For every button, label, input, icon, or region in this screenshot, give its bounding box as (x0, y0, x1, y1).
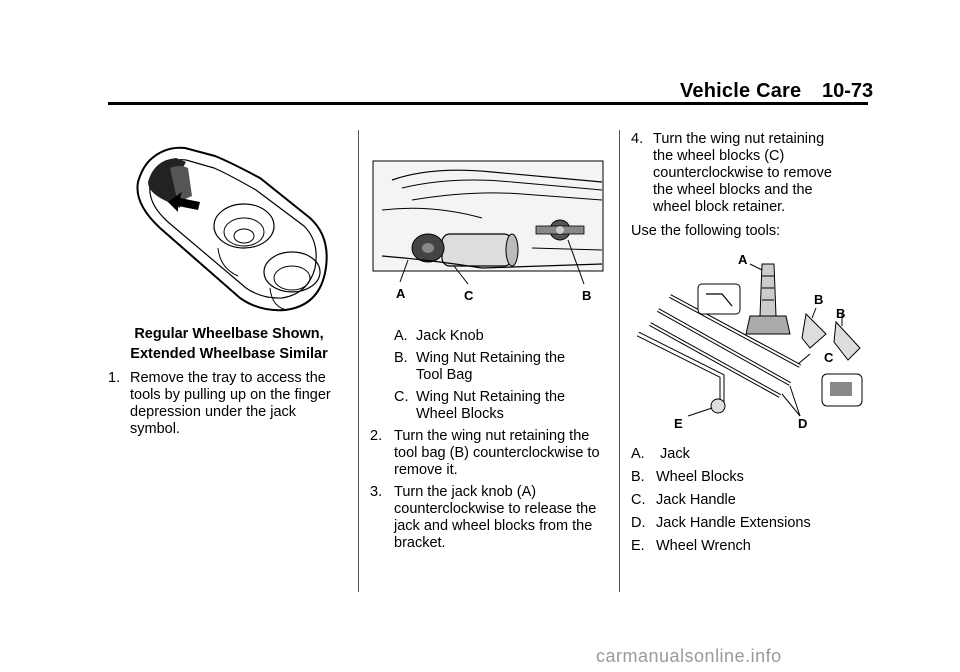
figure-label-c: C (464, 288, 474, 303)
legend-text: Wheel Wrench (656, 538, 751, 554)
legend-text: Jack Handle (656, 492, 736, 508)
legend-letter: A. (394, 328, 408, 344)
legend-letter: E. (631, 538, 645, 554)
page-number: 10-73 (822, 80, 874, 102)
step-text-line: counterclockwise to remove (653, 165, 832, 181)
step-text-line: tool bag (B) counterclockwise to (394, 445, 600, 461)
step-text-line: wheel block retainer. (653, 199, 786, 215)
step-text-line: the wheel blocks and the (653, 182, 813, 198)
tools-illustration (630, 256, 870, 436)
legend-text: Wing Nut Retaining the (416, 389, 566, 405)
legend-letter: B. (631, 469, 645, 485)
step-number: 1. (108, 370, 121, 386)
figure-label-a: A (396, 286, 406, 301)
figure-caption-line-2: Extended Wheelbase Similar (130, 346, 328, 362)
legend-text: Jack (660, 446, 690, 462)
legend-text: Wheel Blocks (416, 406, 504, 422)
legend-text: Jack Knob (416, 328, 484, 344)
legend-letter: A. (631, 446, 645, 462)
legend-letter: D. (631, 515, 646, 531)
legend-letter: C. (394, 389, 409, 405)
step-text-line: Turn the wing nut retaining (653, 131, 825, 147)
step-text-line: depression under the jack (130, 404, 297, 420)
figure-label-b: B (836, 306, 846, 321)
figure-label-a: A (738, 252, 748, 267)
legend-text: Jack Handle Extensions (656, 515, 811, 531)
step-text-line: the wheel blocks (C) (653, 148, 785, 164)
step-number: 2. (370, 428, 383, 444)
figure-label-b: B (814, 292, 824, 307)
step-text-line: Turn the jack knob (A) (394, 484, 537, 500)
figure-label-e: E (674, 416, 683, 431)
legend-letter: B. (394, 350, 408, 366)
tools-intro: Use the following tools: (631, 223, 781, 239)
column-divider-2 (619, 130, 620, 592)
wrench-socket-icon (711, 399, 725, 413)
watermark: carmanualsonline.info (596, 646, 782, 666)
step-text-line: Turn the wing nut retaining the (394, 428, 590, 444)
legend-letter: C. (631, 492, 646, 508)
step-text-line: symbol. (130, 421, 180, 437)
figure-label-d: D (798, 416, 808, 431)
step-number: 4. (631, 131, 644, 147)
figure-caption-line-1: Regular Wheelbase Shown, (134, 326, 324, 342)
column-divider-1 (358, 130, 359, 592)
step-text-line: jack and wheel blocks from the (394, 518, 593, 534)
section-title: Vehicle Care (680, 80, 802, 102)
jack-mount-illustration (372, 160, 604, 298)
step-text-line: remove it. (394, 462, 458, 478)
legend-text: Tool Bag (416, 367, 473, 383)
header-rule (108, 102, 868, 105)
figure-label-b: B (582, 288, 592, 303)
legend-text: Wing Nut Retaining the (416, 350, 566, 366)
step-number: 3. (370, 484, 383, 500)
step-text-line: counterclockwise to release the (394, 501, 597, 517)
figure-label-c: C (824, 350, 834, 365)
step-text-line: tools by pulling up on the finger (130, 387, 331, 403)
legend-text: Wheel Blocks (656, 469, 744, 485)
step-text-line: bracket. (394, 535, 446, 551)
tray-illustration (120, 138, 340, 318)
step-text-line: Remove the tray to access the (130, 370, 326, 386)
